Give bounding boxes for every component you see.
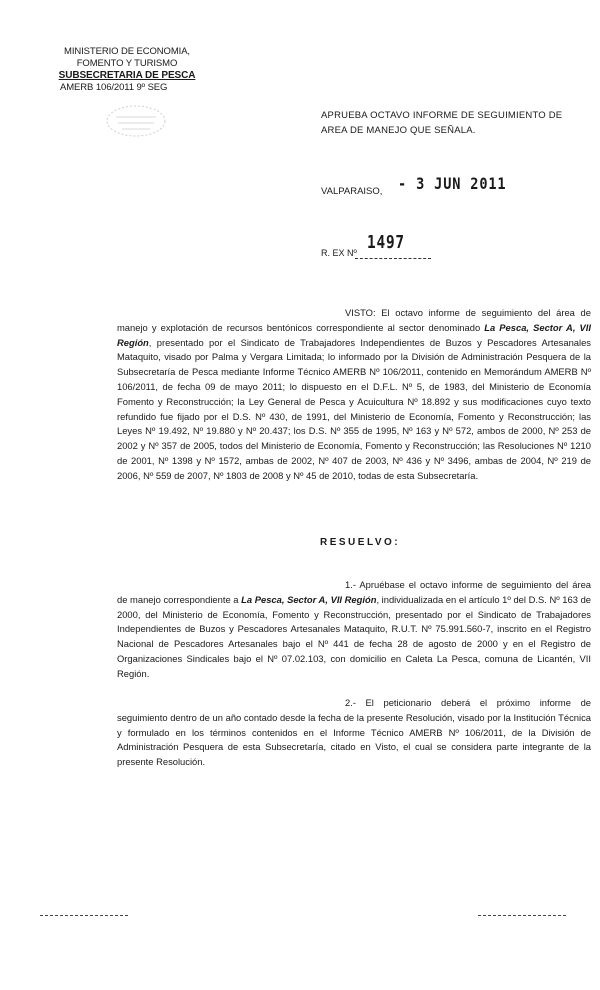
visto-sector-name: La Pesca, Sector A, VII Región — [117, 321, 591, 348]
resolution-label: R. EX Nº — [321, 248, 357, 258]
date-stamp: - 3 JUN 2011 — [398, 174, 507, 193]
resolution-number-line — [355, 258, 431, 259]
article-1-text-1: 1.- Apruébase el octavo informe de seguimiento del área de manejo correspondiente a — [117, 579, 591, 605]
letterhead-ministry-sub: FOMENTO Y TURISMO — [76, 58, 178, 69]
signature-line-left — [40, 915, 128, 916]
signature-line-right — [478, 915, 566, 916]
visto-paragraph — [117, 306, 591, 484]
letterhead-reference: AMERB 106/2011 9º SEG — [60, 82, 168, 93]
subject-heading: APRUEBA OCTAVO INFORME DE SEGUIMIENTO DE AREA DE MANEJO QUE SEÑALA. — [321, 110, 563, 136]
article-1 — [117, 578, 591, 682]
article-1-text-2: , individualizada en el artículo 1º del D.S. Nº 163 de 2000, del Ministerio de Economía, Fomento y Reconstrucción, presentado por el Sindicato de Trabajadores Independientes de Buzos y Pescadores Artesanales Mataquito, R.U.T. Nº 75.991.560-7, inscrito en el Registro Nacional de Pescadores Artesanales bajo el Nº 441 de fecha 28 de agosto de 2000 y en el Registro de Organizaciones Sindicales bajo el Nº 07.02.103, con domicilio en Caleta La Pesca, comuna de Licantén, VII Región. — [117, 593, 591, 679]
article-2-text: 2.- El peticionario deberá el próximo informe de seguimiento dentro de un año contado desde la fecha de la presente Resolución, visado por la Institución Técnica y formulado en los términos contenidos en el Informe Técnico AMERB Nº 106/2011, de la División de Administración Pesquera de esta Subsecretaría, citado en Visto, el cual se considera parte integrante de la presente Resolución. — [117, 697, 591, 768]
visto-text-2: , presentado por el Sindicato de Trabajadores Independientes de Buzos y Pescadores Artesanales Mataquito, visado por Palma y Vergara Limitada; lo informado por la División de Administración Pesquera de la Subsecretaría de Pesca mediante Informe Técnico AMERB Nº 106/2011, contenido en Memorándum AMERB Nº 106/2011, de fecha 09 de mayo 2011; lo dispuesto en el D.F.L. Nº 5, de 1983, del Ministerio de Economía Fomento y Reconstrucción; la Ley General de Pesca y Acuicultura Nº 18.892 y sus modificaciones cuyo texto refundido fue fijado por el D.S. Nº 430, de 1991, del Ministerio de Economía, Fomento y Reconstrucción; las Leyes Nº 19.492, Nº 19.880 y Nº 20.437; los D.S. Nº 355 de 1995, Nº 163 y Nº 572, ambos de 2000, Nº 253 de 2002 y Nº 357 de 2005, todos del Ministerio de Economía, Fomento y Reconstrucción; las Resoluciones Nº 1210 de 2001, Nº 1398 y Nº 1572, ambas de 2002, Nº 407 de 2003, Nº 436 y Nº 3496, ambas de 2004, Nº 219 de 2006, Nº 559 de 2007, Nº 1803 de 2008 y Nº 45 de 2010, todas de esta Subsecretaría. — [117, 336, 591, 481]
faded-stamp — [104, 103, 168, 139]
letterhead-subsecretary: SUBSECRETARIA DE PESCA — [58, 70, 196, 81]
stamp-icon — [104, 103, 168, 139]
resuelvo-heading: RESUELVO: — [320, 537, 401, 548]
letterhead — [52, 46, 202, 94]
place: VALPARAISO, — [321, 186, 383, 197]
letterhead-ministry: MINISTERIO DE ECONOMIA, — [64, 46, 190, 57]
resolution-number: 1497 — [367, 232, 405, 253]
article-1-sector-name: La Pesca, Sector A, VII Región — [241, 593, 377, 605]
visto-text-1: VISTO: El octavo informe de seguimiento del área de manejo y explotación de recursos bentónicos correspondiente al sector denominado — [117, 307, 591, 333]
article-2 — [117, 696, 591, 770]
